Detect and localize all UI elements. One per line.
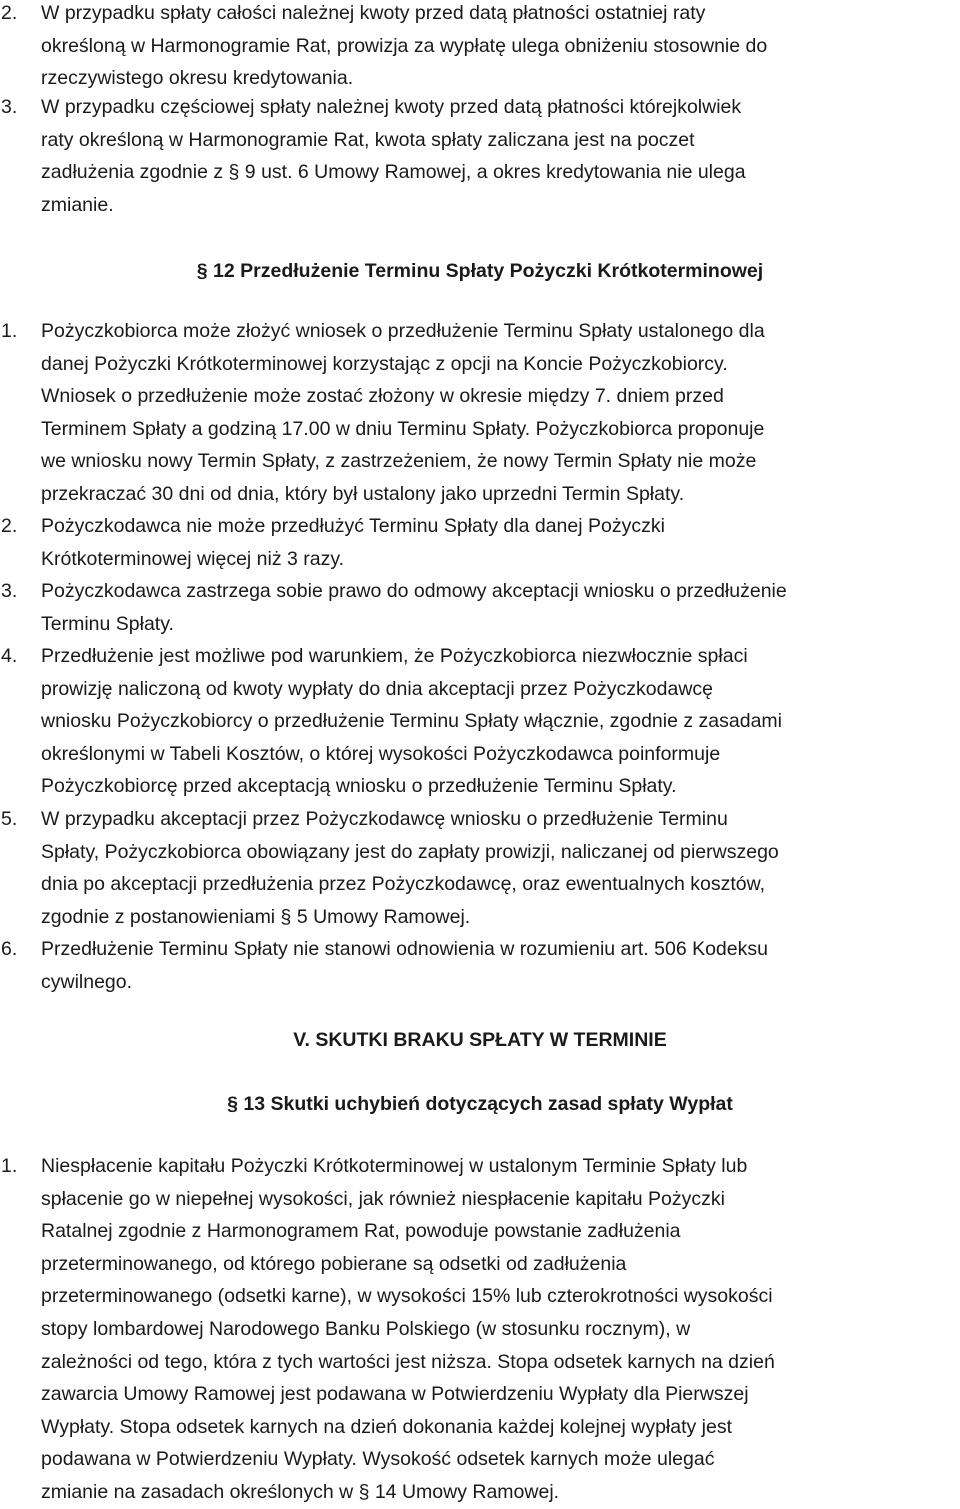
list-item-text: Przedłużenie jest możliwe pod warunkiem, że Pożyczkobiorca niezwłocznie spłaci prowizję naliczoną od kwoty wypłaty do dnia akceptacji przez Pożyczkodawcę wniosku Pożyczkobiorcy o przedłużenie Terminu Spłaty włącznie, zgodnie z zasadami określonymi w Tabeli Kosztów, o której wysokości Pożyczkodawca poinformuje Pożyczkobiorcę przed akceptacją wniosku o przedłużenie Terminu Spłaty. — [41, 645, 782, 798]
list-item-text: Przedłużenie Terminu Spłaty nie stanowi odnowienia w rozumieniu art. 506 Kodeksu cywilnego. — [41, 938, 768, 993]
list-item-number: 1. — [1, 320, 18, 342]
list-item-text: W przypadku częściowej spłaty należnej kwoty przed datą płatności którejkolwiek raty określoną w Harmonogramie Rat, kwota spłaty zaliczana jest na poczet zadłużenia zgodnie z § 9 ust. 6 Umowy Ramowej, a okres kredytowania nie ulega zmianie. — [41, 96, 746, 216]
list-item-text: Pożyczkobiorca może złożyć wniosek o przedłużenie Terminu Spłaty ustalonego dla danej Pożyczki Krótkoterminowej korzystając z opcji na Koncie Pożyczkobiorcy. Wniosek o przedłużenie może zostać złożony w okresie między 7. dniem przed Terminem Spłaty a godziną 17.00 w dniu Terminu Spłaty. Pożyczkobiorca proponuje we wniosku nowy Termin Spłaty, z zastrzeżeniem, że nowy Termin Spłaty nie może przekraczać 30 dni od dnia, który był ustalony jako uprzedni Termin Spłaty. — [41, 320, 765, 505]
list-item-number: 5. — [1, 808, 18, 830]
list-item-number: 6. — [1, 938, 18, 960]
list-item-text: Pożyczkodawca zastrzega sobie prawo do odmowy akceptacji wniosku o przedłużenie Terminu Spłaty. — [41, 580, 787, 635]
list-item-number: 2. — [1, 2, 18, 24]
list-item-text: Pożyczkodawca nie może przedłużyć Terminu Spłaty dla danej Pożyczki Krótkoterminowej więcej niż 3 razy. — [41, 515, 665, 570]
section-12-heading: § 12 Przedłużenie Terminu Spłaty Pożyczki Krótkoterminowej — [196, 260, 764, 282]
list-item-text: W przypadku spłaty całości należnej kwoty przed datą płatności ostatniej raty określoną w Harmonogramie Rat, prowizja za wypłatę ulega obniżeniu stosownie do rzeczywistego okresu kredytowania. — [41, 2, 768, 90]
list-item-number: 3. — [1, 580, 18, 602]
list-item-number: 1. — [1, 1155, 18, 1177]
list-item-number: 3. — [1, 96, 18, 118]
list-item-text: Niespłacenie kapitału Pożyczki Krótkoterminowej w ustalonym Terminie Spłaty lub spłacenie go w niepełnej wysokości, jak również niespłacenie kapitału Pożyczki Ratalnej zgodnie z Harmonogramem Rat, powoduje powstanie zadłużenia przeterminowanego, od którego pobierane są odsetki od zadłużenia przeterminowanego (odsetki karne), w wysokości 15% lub czterokrotności wysokości stopy lombardowej Narodowego Banku Polskiego (w stosunku rocznym), w zależności od tego, która z tych wartości jest niższa. Stopa odsetek karnych na dzień zawarcia Umowy Ramowej jest podawana w Potwierdzeniu Wypłaty dla Pierwszej Wypłaty. Stopa odsetek karnych na dzień dokonania każdej kolejnej wypłaty jest podawana w Potwierdzeniu Wypłaty. Wysokość odsetek karnych może ulegać zmianie na zasadach określonych w § 14 Umowy Ramowej. — [41, 1155, 775, 1503]
list-item-number: 2. — [1, 515, 18, 537]
list-item-text: W przypadku akceptacji przez Pożyczkodawcę wniosku o przedłużenie Terminu Spłaty, Pożyczkobiorca obowiązany jest do zapłaty prowizji, naliczanej od pierwszego dnia po akceptacji przedłużenia przez Pożyczkodawcę, oraz ewentualnych kosztów, zgodnie z postanowieniami § 5 Umowy Ramowej. — [41, 808, 779, 928]
chapter-v-heading: V. SKUTKI BRAKU SPŁATY W TERMINIE — [293, 1029, 667, 1051]
list-item-number: 4. — [1, 645, 18, 667]
section-13-heading: § 13 Skutki uchybień dotyczących zasad spłaty Wypłat — [227, 1093, 733, 1115]
